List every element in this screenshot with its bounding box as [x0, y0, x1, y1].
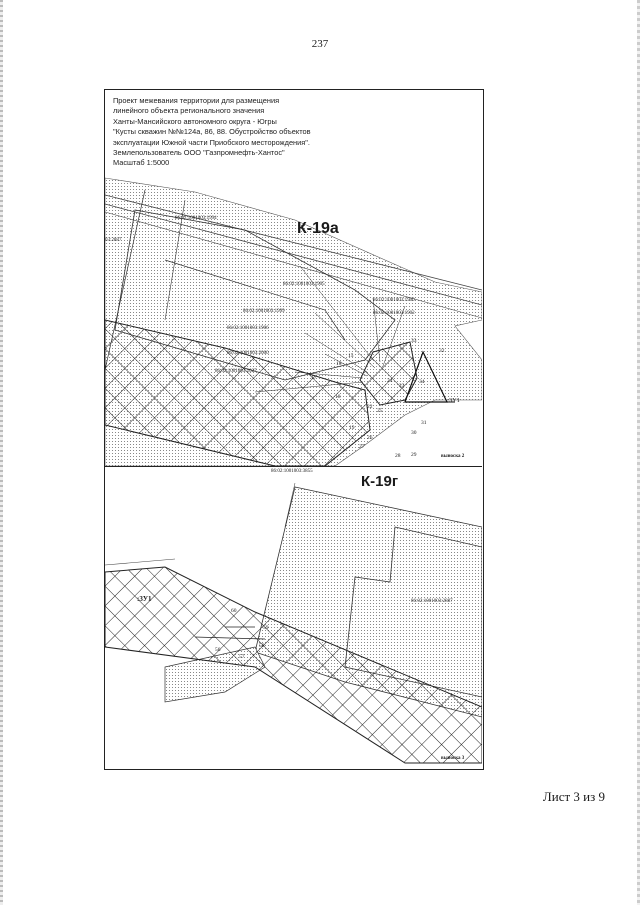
sheet-number: Лист 3 из 9 — [542, 789, 605, 804]
parcel-label: 86:02:1001003:1902 — [373, 311, 415, 316]
point-label: 15 — [348, 353, 354, 359]
point-label: 18 — [335, 394, 341, 400]
point-label: 23 — [399, 383, 405, 389]
callout-label: выноска 2 — [441, 454, 465, 459]
point-label: 22 — [367, 404, 373, 410]
point-label: 29 — [411, 452, 417, 458]
map-title-k19g: К-19г — [361, 473, 399, 490]
parcel-label: 86:02:1001003:1906 — [227, 326, 269, 331]
point-label: 59 — [263, 625, 269, 631]
point-label: 27 — [359, 444, 365, 450]
point-label: 30 — [411, 430, 417, 436]
map-title-k19a: К-19а — [297, 220, 339, 237]
point-label: 19 — [349, 425, 355, 431]
point-label: 58 — [259, 643, 265, 649]
point-label: 32 — [439, 348, 445, 354]
parcel-label: 03:2887 — [105, 238, 122, 243]
page-number: 237 — [311, 38, 329, 50]
point-label: 33 — [411, 338, 417, 344]
parcel-label: 86:02:1001003:2887 — [411, 599, 453, 604]
parcel-label: 86:02:1001003:1994 — [175, 216, 217, 221]
scan-edge-left — [0, 0, 3, 905]
parcel-label: 86:02:1001003:2000 — [227, 351, 269, 356]
title-line: Землепользователь ООО "Газпромнефть-Хантос" — [113, 148, 285, 158]
title-line: Проект межевания территории для размещения — [113, 96, 280, 105]
point-label: 57 — [239, 654, 245, 660]
boundary-line — [105, 559, 175, 565]
zone-label: :3У1 — [137, 595, 152, 603]
title-line: "Кусты скважин №№124а, 86, 88. Обустройство объектов — [113, 127, 311, 137]
point-label: 31 — [421, 420, 427, 426]
map-k19g-drawing — [105, 467, 482, 767]
callout-label: выноска 3 — [441, 756, 465, 761]
point-label: 25 — [377, 408, 383, 414]
point-label: 26 — [367, 435, 373, 441]
point-label: 34 — [419, 379, 425, 385]
title-line: линейного объекта регионального значения — [113, 106, 265, 116]
map-panel-k19g — [105, 467, 482, 767]
scale-label: Масштаб 1:5000 — [113, 158, 170, 168]
map-sheet-frame — [104, 89, 484, 770]
point-label: 17 — [311, 375, 317, 381]
parcel-label: 86:02:1001003:1999 — [243, 309, 285, 314]
parcel-label: 86:02:1001003:1905 — [283, 282, 325, 287]
title-block — [113, 96, 363, 169]
point-label: 16 — [336, 361, 342, 367]
zone-label: :3У1 — [447, 397, 460, 404]
point-label: 28 — [395, 453, 401, 459]
title-line: эксплуатации Южной части Приобского месторождения". — [113, 137, 310, 147]
parcel-label: 86:02:1001003:3855 — [271, 469, 313, 474]
parcel-label: 86:02:1001003:2027 — [215, 369, 257, 374]
map-panel-k19a — [105, 170, 482, 466]
point-label: 56 — [215, 647, 221, 653]
point-label: 24 — [387, 378, 393, 384]
point-label: 60 — [231, 608, 237, 614]
title-line: Ханты-Мансийского автономного округа - Югры — [113, 116, 277, 126]
parcel-label: 86:02:1001003:1900 — [373, 298, 415, 303]
